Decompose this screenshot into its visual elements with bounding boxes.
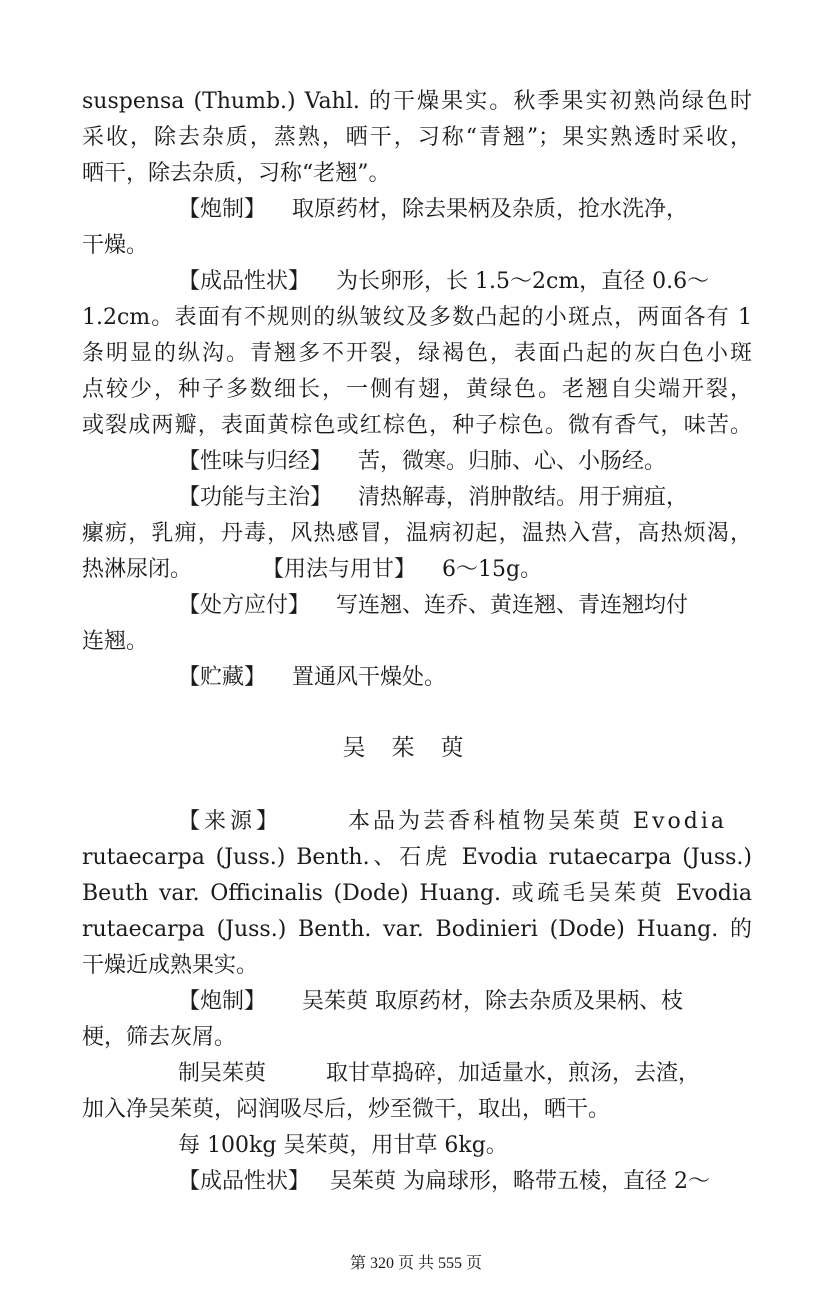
paragraph-gongneng: [178, 480, 752, 516]
text-fragment: 6～15g。: [442, 557, 543, 582]
section-heading: 【成品性状】: [178, 269, 311, 294]
paragraph-xingwei: [178, 444, 752, 480]
text-line: 采收，除去杂质，蒸熟，晒干，习称“青翘”；果实熟透时采收，: [82, 125, 752, 150]
text-line: 每 100kg 吴茱萸，用甘草 6kg。: [178, 1133, 508, 1158]
page-footer: 第 320 页 共 555 页: [349, 1255, 482, 1272]
text-line: 清热解毒，消肿散结。用于痈疽，: [358, 485, 689, 510]
text-line: 瘰疬，乳痈，丹毒，风热感冒，温病初起，温热入营，高热烦渴，: [82, 521, 752, 546]
paragraph-xingzhuang: [178, 264, 752, 300]
text-line: 本品为芸香科植物吴茱萸 Evodia: [348, 809, 727, 834]
section-heading: 【炮制】: [178, 197, 267, 222]
text-line: rutaecarpa (Juss.) Benth. var. Bodinieri (Dode) Huang. 的: [82, 917, 752, 942]
text-line: 晒干，除去杂质，习称“老翘”。: [82, 161, 391, 186]
text-line: 干燥近成熟果实。: [82, 953, 259, 978]
entry-title: 吴茱萸: [342, 735, 490, 761]
text-line: 苦，微寒。归肺、心、小肠经。: [358, 449, 667, 474]
text-line: 梗，筛去灰屑。: [82, 1025, 237, 1050]
paragraph-paozhi: [178, 192, 752, 228]
paragraph-zhucang: [178, 660, 752, 696]
text-line: 或裂成两瓣，表面黄棕色或红棕色，种子棕色。微有香气，味苦。: [82, 413, 752, 438]
subheading: 制吴茱萸: [178, 1061, 267, 1086]
text-line: 条明显的纵沟。青翘多不开裂，绿褐色，表面凸起的灰白色小斑: [82, 341, 752, 366]
paragraph-chufang: [178, 588, 752, 624]
paragraph-xingzhuang-2: [178, 1164, 752, 1200]
text-line: 干燥。: [82, 233, 149, 258]
section-heading: 【来源】: [178, 809, 283, 834]
text-line: 取甘草捣碎，加适量水，煎汤，去渣，: [326, 1061, 701, 1086]
text-line: 为长卵形，长 1.5～2cm，直径 0.6～: [336, 269, 710, 294]
text-line: 加入净吴茱萸，闷润吸尽后，炒至微干，取出，晒干。: [82, 1097, 611, 1122]
section-heading: 【炮制】: [178, 989, 267, 1014]
section-heading: 【用法与用甘】: [262, 557, 417, 582]
text-line: [82, 552, 752, 588]
text-line: rutaecarpa (Juss.) Benth.、石虎 Evodia rutaecarpa (Juss.): [82, 845, 752, 870]
section-heading: 【贮藏】: [178, 665, 267, 690]
section-heading: 【成品性状】: [178, 1169, 311, 1194]
paragraph-paozhi-2: [178, 984, 752, 1020]
text-line: suspensa (Thumb.) Vahl. 的干燥果实。秋季果实初熟尚绿色时: [82, 89, 752, 114]
text-line: 吴茱萸 取原药材，除去杂质及果柄、枝: [302, 989, 684, 1014]
section-heading: 【功能与主治】: [178, 485, 333, 510]
paragraph-laiyuan: [178, 804, 752, 840]
text-line: 点较少，种子多数细长，一侧有翅，黄绿色。老翘自尖端开裂，: [82, 377, 752, 402]
section-heading: 【处方应付】: [178, 593, 311, 618]
text-line: 吴茱萸 为扁球形，略带五棱，直径 2～: [330, 1169, 711, 1194]
text-line: 取原药材，除去果柄及杂质，抢水洗净，: [292, 197, 689, 222]
paragraph-zhi-wuzhuyu: [178, 1056, 752, 1092]
text-fragment: 热淋尿闭。: [82, 557, 193, 582]
text-line: 1.2cm。表面有不规则的纵皱纹及多数凸起的小斑点，两面各有 1: [82, 305, 752, 330]
text-line: Beuth var. Officinalis (Dode) Huang. 或疏毛吴茱萸 Evodia: [82, 881, 752, 906]
text-line: 连翘。: [82, 629, 149, 654]
text-line: 写连翘、连乔、黄连翘、青连翘均付: [336, 593, 689, 618]
text-line: 置通风干燥处。: [292, 665, 447, 690]
section-heading: 【性味与归经】: [178, 449, 333, 474]
